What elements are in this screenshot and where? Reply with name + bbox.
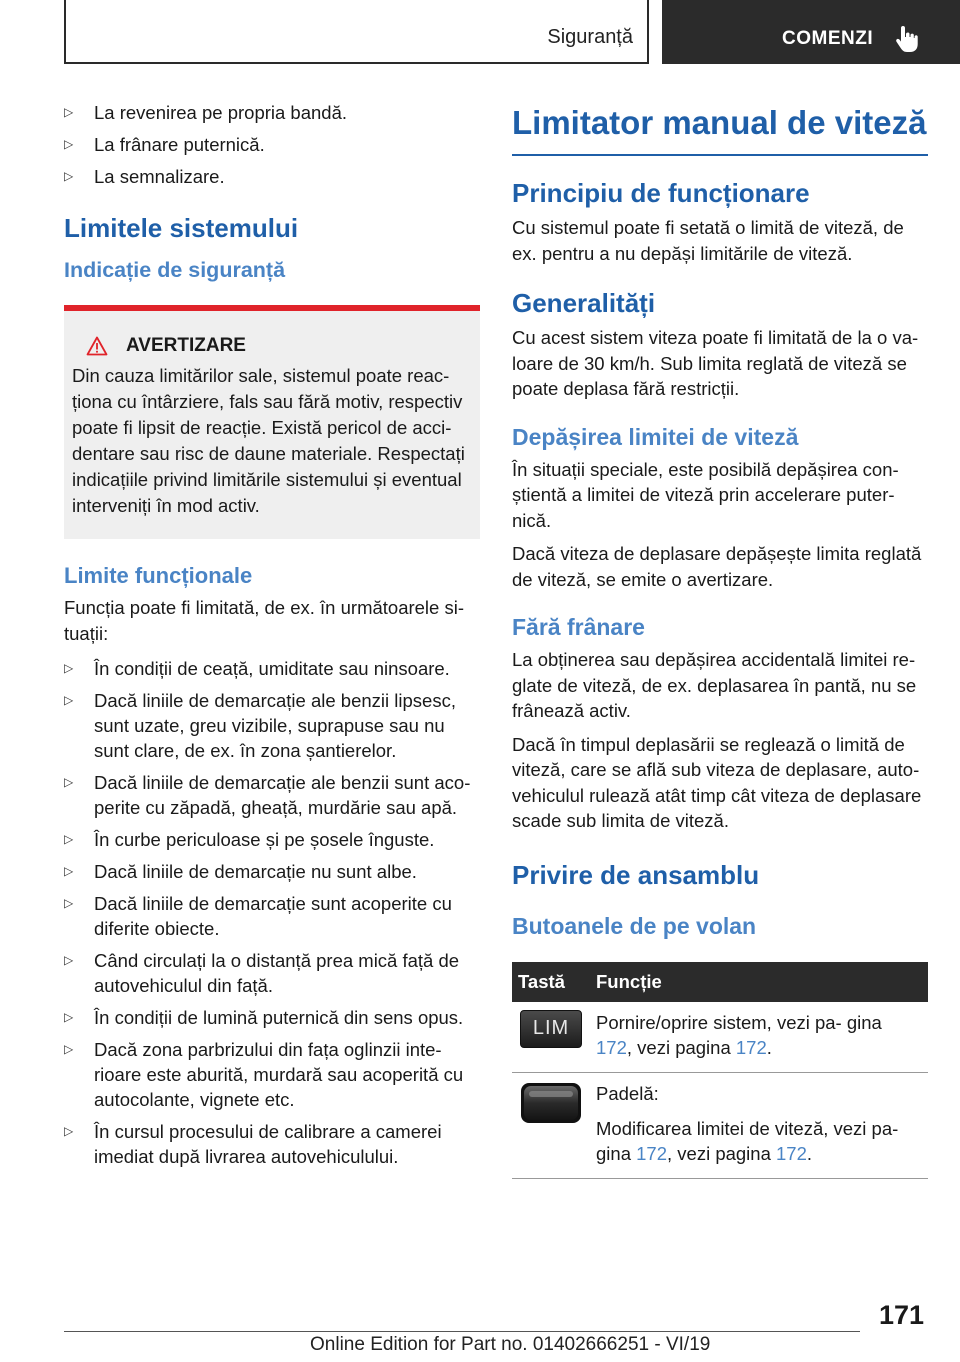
chapter-title: COMENZI xyxy=(782,28,874,49)
list-item: ▷ În condiții de ceață, umiditate sau ninsoare. xyxy=(64,658,450,679)
triangle-bullet-icon: ▷ xyxy=(64,169,74,183)
general-heading: Generalități xyxy=(512,288,656,318)
principle-heading: Principiu de funcționare xyxy=(512,178,810,208)
warning-triangle-icon xyxy=(86,336,108,356)
column-header-function: Funcție xyxy=(590,962,928,1002)
no-brake-text-1: La obținerea sau depășirea accidentală limitei re- glate de viteză, de ex. deplasarea în pantă, nu se frânează activ. xyxy=(512,649,917,721)
warning-box xyxy=(64,305,480,539)
functional-limits-heading: Limite funcționale xyxy=(64,563,253,588)
list-item: ▷ La semnalizare. xyxy=(64,166,225,187)
warning-title: AVERTIZARE xyxy=(72,335,470,357)
list-item: ▷ Dacă liniile de demarcație sunt acoperite cu diferite obiecte. xyxy=(64,893,452,939)
keys-table xyxy=(512,962,928,1179)
table-header-row xyxy=(512,962,928,1002)
exceed-text-2: Dacă viteza de deplasare depășește limita reglată de viteză, se emite o avertizare. xyxy=(512,543,922,590)
functional-intro: Funcția poate fi limitată, de ex. în următoarele si- tuații: xyxy=(64,597,464,644)
footer-divider xyxy=(64,1331,860,1332)
header-chapter-tab xyxy=(662,0,960,64)
triangle-bullet-icon: ▷ xyxy=(64,896,74,910)
table-row xyxy=(512,1002,928,1073)
triangle-bullet-icon: ▷ xyxy=(64,1124,74,1138)
triangle-bullet-icon: ▷ xyxy=(64,832,74,846)
warning-text: Din cauza limitărilor sale, sistemul poate reac- ționa cu întârziere, fals sau fără motiv, respectiv poate fi lipsit de reacție. Există pericol de acci- dentare sau risc de daune materiale. Respectați indicațiile privind limitările sistemului și eventual interveniți în mod activ. xyxy=(72,365,465,516)
header-section-tab xyxy=(64,0,649,64)
edition-footer: Online Edition for Part no. 01402666251 - VI/19 xyxy=(310,1334,711,1355)
page-reference-link[interactable]: 172 xyxy=(776,1142,807,1164)
page-reference-link[interactable]: 172 xyxy=(596,1036,627,1058)
principle-text: Cu sistemul poate fi setată o limită de viteză, de ex. pentru a nu depăși limitările de viteză. xyxy=(512,217,904,264)
triangle-bullet-icon: ▷ xyxy=(64,1010,74,1024)
functional-bullet-list xyxy=(64,656,480,1169)
table-cell-function: Pornire/oprire sistem, vezi pa- gina 172, vezi pagina 172. xyxy=(590,1002,928,1073)
list-item: ▷ În condiții de lumină puternică din sens opus. xyxy=(64,1007,464,1028)
hand-pointer-icon xyxy=(894,24,920,54)
triangle-bullet-icon: ▷ xyxy=(64,661,74,675)
column-header-key: Tastă xyxy=(512,962,590,1002)
general-text: Cu acest sistem viteza poate fi limitată de la o va- loare de 30 km/h. Sub limita reglată de viteză se poate deplasa fără restricții. xyxy=(512,327,919,399)
top-bullet-list xyxy=(64,100,480,189)
table-cell-function: Padelă: Modificarea limitei de viteză, vezi pa- gina 172, vezi pagina 172. xyxy=(590,1072,928,1178)
triangle-bullet-icon: ▷ xyxy=(64,864,74,878)
page-title: Limitator manual de viteză xyxy=(512,100,928,156)
list-item: ▷ Dacă liniile de demarcație ale benzii lipsesc, sunt uzate, greu vizibile, suprapuse sau nu sunt clare, de ex. în zona șantierelor. xyxy=(64,690,456,761)
triangle-bullet-icon: ▷ xyxy=(64,1042,74,1056)
page-reference-link[interactable]: 172 xyxy=(735,1036,767,1058)
section-title: Siguranță xyxy=(547,26,633,48)
list-item: ▷ Când circulați la o distanță prea mică față de autovehiculul din față. xyxy=(64,950,460,996)
safety-heading: Indicație de siguranță xyxy=(64,258,286,282)
triangle-bullet-icon: ▷ xyxy=(64,953,74,967)
page-number: 171 xyxy=(878,1300,924,1330)
triangle-bullet-icon: ▷ xyxy=(64,137,74,151)
no-brake-heading: Fără frânare xyxy=(512,614,645,640)
lim-button-icon: LIM xyxy=(520,1010,582,1048)
list-item: ▷ În cursul procesului de calibrare a camerei imediat după livrarea autovehiculului. xyxy=(64,1121,442,1167)
list-item: ▷ La frânare puternică. xyxy=(64,134,265,155)
triangle-bullet-icon: ▷ xyxy=(64,775,74,789)
triangle-bullet-icon: ▷ xyxy=(64,693,74,707)
system-limits-heading: Limitele sistemului xyxy=(64,213,299,243)
list-item: ▷ Dacă zona parbrizului din fața oglinzii inte- rioare este aburită, murdară sau acoperită cu autocolante, vignete etc. xyxy=(64,1039,464,1110)
page-reference-link[interactable]: 172 xyxy=(636,1142,667,1164)
list-item: ▷ Dacă liniile de demarcație nu sunt albe. xyxy=(64,861,417,882)
list-item: ▷ La revenirea pe propria bandă. xyxy=(64,102,348,123)
list-item: ▷ Dacă liniile de demarcație ale benzii sunt aco- perite cu zăpadă, gheață, murdărie sau apă. xyxy=(64,772,471,818)
exceed-text-1: În situații speciale, este posibilă depășirea con- știentă a limitei de viteză prin accelerare puter- nică. xyxy=(512,458,899,531)
list-item: ▷ În curbe periculoase și pe șosele înguste. xyxy=(64,829,435,850)
triangle-bullet-icon: ▷ xyxy=(64,105,74,119)
exceed-heading: Depășirea limitei de viteză xyxy=(512,423,799,450)
steering-buttons-heading: Butoanele de pe volan xyxy=(512,912,757,939)
no-brake-text-2: Dacă în timpul deplasării se reglează o limită de viteză, care se află sub viteza de deplasare, auto- vehiculul rulează atât timp cât viteza de deplasare scade sub limita de viteză. xyxy=(512,733,922,831)
overview-heading: Privire de ansamblu xyxy=(512,859,760,890)
left-column xyxy=(64,100,480,1176)
table-row xyxy=(512,1072,928,1178)
right-column xyxy=(512,100,928,1179)
paddle-button-icon xyxy=(520,1081,582,1125)
